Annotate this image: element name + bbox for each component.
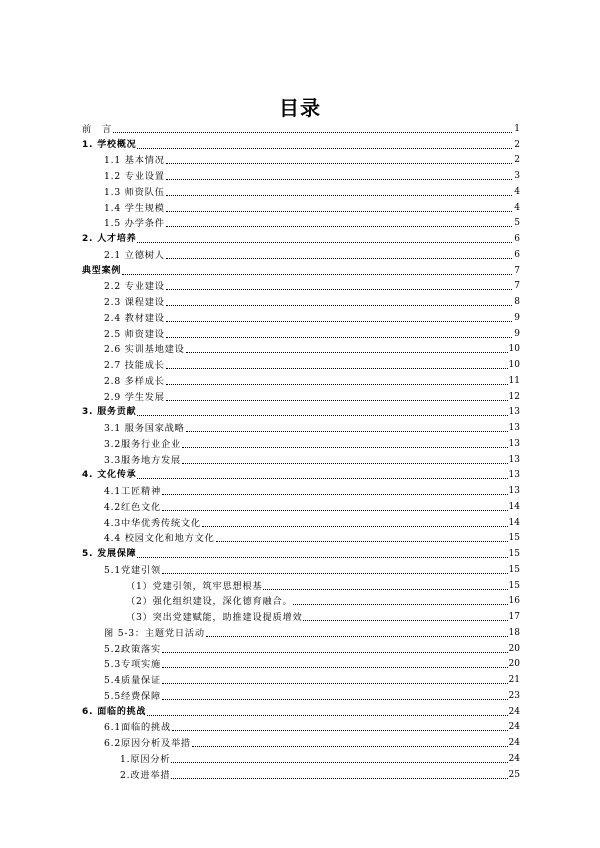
toc-entry-page-number: 8	[514, 297, 520, 307]
toc-entry-page-number: 2	[514, 155, 520, 166]
toc-dot-leader	[166, 162, 512, 164]
toc-entry[interactable]	[82, 544, 520, 560]
toc-entry-page-number: 11	[508, 375, 520, 386]
toc-entry-page-number: 10	[508, 360, 520, 370]
toc-entry[interactable]	[82, 166, 520, 182]
toc-entry-page-number: 21	[508, 675, 520, 685]
toc-dot-leader	[171, 777, 507, 779]
toc-entry[interactable]	[82, 702, 520, 718]
toc-entry-label: 2.1 立德树人	[104, 249, 165, 261]
toc-entry-label: 2.5 师资建设	[104, 328, 165, 340]
toc-entry[interactable]	[82, 151, 520, 167]
toc-entry[interactable]	[82, 670, 520, 686]
toc-entry-page-number: 4	[514, 186, 520, 197]
toc-dot-leader	[216, 540, 508, 542]
toc-entry[interactable]	[82, 387, 520, 403]
toc-entry-label: 1.1 基本情况	[104, 155, 165, 167]
toc-entry-page-number: 24	[508, 722, 520, 733]
toc-entry-label: 1. 学校概况	[82, 139, 137, 150]
toc-dot-leader	[162, 651, 508, 653]
toc-dot-leader	[166, 320, 512, 322]
toc-dot-leader	[113, 131, 512, 133]
toc-dot-leader	[202, 525, 508, 527]
toc-entry-label: 2.改进举措	[120, 769, 171, 781]
toc-entry-label: （1）党建引领，筑牢思想根基	[126, 580, 263, 592]
toc-entry-page-number: 24	[508, 738, 520, 748]
toc-entry-page-number: 18	[508, 627, 520, 638]
toc-entry[interactable]	[82, 497, 520, 513]
toc-entry[interactable]	[82, 308, 520, 324]
toc-entry-label: 6. 面临的挑战	[82, 706, 147, 717]
toc-entry-label: 4.2红色文化	[104, 501, 161, 513]
toc-entry-page-number: 3	[514, 171, 520, 181]
toc-entry-page-number: 24	[508, 706, 520, 717]
toc-dot-leader	[166, 367, 508, 369]
toc-entry-label: 6.2原因分析及举措	[104, 738, 191, 749]
toc-entry-page-number: 15	[508, 549, 520, 559]
toc-entry[interactable]	[82, 292, 520, 308]
toc-entry[interactable]	[82, 592, 520, 608]
toc-entry[interactable]	[82, 466, 520, 482]
toc-entry[interactable]	[82, 229, 520, 245]
toc-entry-label: 1.4 学生规模	[104, 202, 165, 214]
toc-entry-page-number: 2	[514, 139, 520, 150]
toc-entry-page-number: 13	[508, 454, 520, 465]
toc-dot-leader	[147, 714, 507, 716]
toc-entry[interactable]	[82, 277, 520, 293]
toc-entry-label: 6.1面临的挑战	[104, 722, 171, 734]
toc-entry-label: 2.8 多样成长	[104, 375, 165, 387]
toc-dot-leader	[162, 509, 508, 511]
toc-dot-leader	[137, 147, 512, 149]
toc-dot-leader	[182, 446, 508, 448]
toc-entry[interactable]	[82, 245, 520, 261]
toc-entry-label: 典型案例	[82, 265, 122, 276]
toc-entry[interactable]	[82, 733, 520, 749]
toc-entry[interactable]	[82, 623, 520, 639]
toc-dot-leader	[182, 462, 508, 464]
toc-entry[interactable]	[82, 450, 520, 466]
toc-entry[interactable]	[82, 418, 520, 434]
toc-entry[interactable]	[82, 403, 520, 419]
toc-dot-leader	[122, 273, 512, 275]
toc-entry[interactable]	[82, 355, 520, 371]
toc-dot-leader	[162, 682, 508, 684]
toc-entry-label: 5. 发展保障	[82, 549, 137, 559]
toc-entry-page-number: 13	[508, 438, 520, 449]
toc-entry-page-number: 4	[514, 202, 520, 213]
toc-entry-label: 3.3服务地方发展	[104, 454, 181, 466]
toc-dot-leader	[166, 399, 508, 401]
toc-dot-leader	[263, 588, 507, 590]
toc-entry-label: 5.4质量保证	[104, 675, 161, 686]
table-of-contents	[82, 119, 520, 781]
toc-entry-label: 前 言	[82, 123, 112, 135]
toc-entry-page-number: 7	[514, 265, 520, 276]
toc-entry-page-number: 14	[508, 501, 520, 512]
toc-entry-page-number: 16	[508, 596, 520, 607]
toc-entry-label: 2.9 学生发展	[104, 391, 165, 403]
toc-entry[interactable]	[82, 119, 520, 135]
toc-entry[interactable]	[82, 135, 520, 151]
toc-dot-leader	[186, 430, 508, 432]
toc-entry-label: 2.2 专业建设	[104, 281, 165, 293]
toc-dot-leader	[137, 556, 507, 558]
toc-entry-label: 2. 人才培养	[82, 234, 137, 244]
toc-entry[interactable]	[82, 765, 520, 781]
toc-entry[interactable]	[82, 655, 520, 671]
toc-entry[interactable]	[82, 686, 520, 702]
toc-entry[interactable]	[82, 324, 520, 340]
toc-dot-leader	[166, 178, 512, 180]
toc-entry-label: 2.4 教材建设	[104, 312, 165, 324]
toc-entry-label: （2）强化组织建设，深化德育融合。	[126, 596, 293, 608]
toc-dot-leader	[137, 477, 507, 479]
toc-entry-label: 2.7 技能成长	[104, 360, 165, 371]
toc-dot-leader	[162, 572, 508, 574]
toc-entry-label: 4. 文化传承	[82, 470, 137, 481]
toc-dot-leader	[166, 383, 508, 385]
toc-entry-page-number: 13	[508, 423, 520, 433]
toc-entry-page-number: 23	[508, 690, 520, 701]
toc-entry-page-number: 1	[514, 123, 520, 134]
toc-entry[interactable]	[82, 182, 520, 198]
toc-dot-leader	[166, 194, 512, 196]
toc-entry-label: （3）突出党建赋能，助推建设提质增效	[126, 612, 303, 623]
toc-dot-leader	[293, 603, 507, 605]
toc-entry-label: 图 5-3：主题党日活动	[104, 627, 205, 639]
toc-dot-leader	[162, 698, 508, 700]
toc-entry-page-number: 13	[508, 486, 520, 496]
toc-entry-page-number: 15	[508, 564, 520, 575]
toc-entry-page-number: 5	[514, 218, 520, 229]
toc-dot-leader	[172, 729, 508, 731]
toc-entry-label: 1.原因分析	[120, 753, 171, 765]
toc-dot-leader	[166, 304, 512, 306]
toc-entry[interactable]	[82, 214, 520, 230]
toc-entry[interactable]	[82, 607, 520, 623]
toc-entry[interactable]	[82, 481, 520, 497]
toc-entry-page-number: 10	[508, 344, 520, 355]
toc-entry[interactable]	[82, 434, 520, 450]
toc-entry-page-number: 20	[508, 643, 520, 654]
toc-entry[interactable]	[82, 560, 520, 576]
toc-entry-label: 5.1党建引领	[104, 564, 161, 576]
toc-entry[interactable]	[82, 718, 520, 734]
page-title: 目录	[279, 96, 321, 120]
toc-entry-label: 4.1工匠精神	[104, 486, 161, 497]
toc-entry-page-number: 6	[514, 249, 520, 260]
toc-entry-label: 5.2政策落实	[104, 643, 161, 655]
toc-entry-label: 3.2服务行业企业	[104, 438, 181, 450]
toc-entry[interactable]	[82, 340, 520, 356]
toc-entry-page-number: 24	[508, 753, 520, 764]
toc-entry-label: 1.2 专业设置	[104, 171, 165, 182]
toc-entry-label: 1.3 师资队伍	[104, 186, 165, 198]
toc-dot-leader	[206, 635, 508, 637]
toc-entry[interactable]	[82, 529, 520, 545]
toc-entry-page-number: 9	[514, 312, 520, 323]
toc-entry-label: 5.5经费保障	[104, 690, 161, 702]
toc-entry-label: 4.3中华优秀传统文化	[104, 517, 201, 529]
toc-entry-label: 2.3 课程建设	[104, 297, 165, 308]
toc-entry[interactable]	[82, 639, 520, 655]
toc-dot-leader	[166, 336, 512, 338]
toc-entry-label: 3. 服务贡献	[82, 407, 137, 418]
toc-entry-page-number: 7	[514, 281, 520, 292]
toc-dot-leader	[171, 761, 507, 763]
toc-dot-leader	[166, 288, 512, 290]
toc-entry-page-number: 6	[514, 234, 520, 244]
toc-dot-leader	[166, 210, 512, 212]
toc-dot-leader	[137, 414, 507, 416]
toc-dot-leader	[162, 493, 508, 495]
toc-entry-page-number: 12	[508, 391, 520, 402]
toc-dot-leader	[166, 225, 512, 227]
toc-entry-label: 1.5 办学条件	[104, 218, 165, 230]
toc-entry-label: 5.3专项实施	[104, 659, 161, 671]
toc-entry-page-number: 13	[508, 470, 520, 481]
toc-entry-page-number: 15	[508, 533, 520, 544]
toc-entry[interactable]	[82, 371, 520, 387]
toc-entry-page-number: 13	[508, 407, 520, 418]
toc-dot-leader	[186, 351, 508, 353]
toc-dot-leader	[137, 241, 512, 243]
toc-entry-page-number: 15	[508, 580, 520, 591]
toc-entry[interactable]	[82, 749, 520, 765]
toc-dot-leader	[303, 619, 507, 621]
toc-entry-page-number: 20	[508, 659, 520, 670]
toc-dot-leader	[192, 745, 508, 747]
toc-entry-page-number: 25	[508, 769, 520, 780]
toc-entry-label: 2.6 实训基地建设	[104, 344, 185, 356]
toc-dot-leader	[166, 257, 512, 259]
toc-entry-label: 3.1 服务国家战略	[104, 423, 185, 434]
toc-entry[interactable]	[82, 513, 520, 529]
toc-dot-leader	[162, 666, 508, 668]
toc-entry[interactable]	[82, 198, 520, 214]
toc-entry[interactable]	[82, 576, 520, 592]
toc-entry-label: 4.4 校园文化和地方文化	[104, 533, 215, 545]
toc-entry-page-number: 17	[508, 612, 520, 622]
toc-entry-page-number: 9	[514, 328, 520, 339]
toc-entry[interactable]	[82, 261, 520, 277]
toc-entry-page-number: 14	[508, 517, 520, 528]
